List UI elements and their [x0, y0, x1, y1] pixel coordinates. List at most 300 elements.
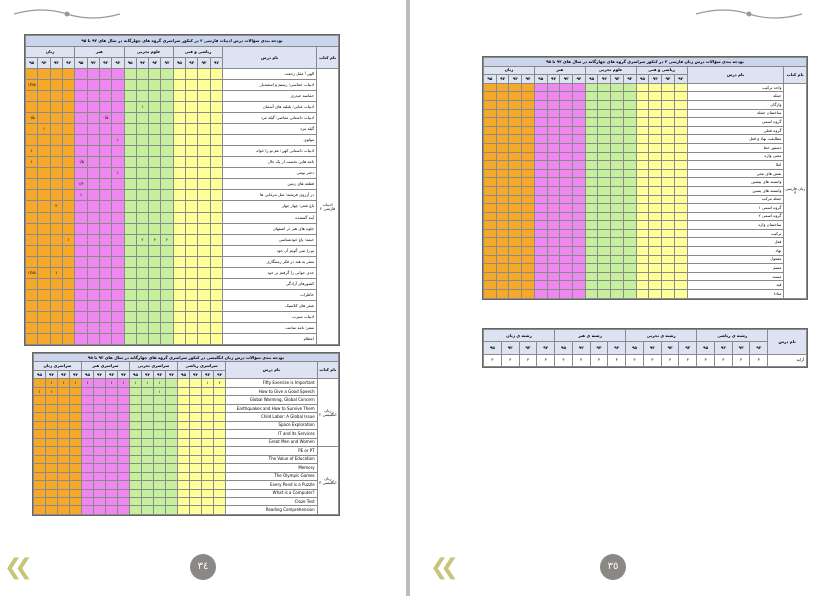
value-cell	[50, 179, 62, 190]
value-cell	[149, 135, 161, 146]
table-row	[34, 379, 339, 387]
value-cell	[136, 168, 148, 179]
value-cell	[34, 455, 46, 463]
value-cell	[46, 430, 58, 438]
value-cell	[94, 430, 106, 438]
table-row	[34, 497, 339, 505]
value-cell	[186, 146, 198, 157]
value-cell	[522, 83, 535, 92]
value-cell	[154, 438, 166, 446]
year-header: ۹۲	[674, 75, 687, 84]
value-cell	[623, 186, 636, 195]
value-cell	[38, 289, 50, 300]
table-row	[484, 186, 807, 195]
value-cell	[198, 289, 210, 300]
value-cell	[214, 430, 226, 438]
lesson-name: دستور خط	[687, 143, 784, 152]
value-cell	[210, 124, 223, 135]
value-cell	[202, 506, 214, 515]
value-cell	[573, 272, 586, 281]
value-cell	[26, 91, 38, 102]
table-row	[484, 281, 807, 290]
value-cell	[496, 83, 509, 92]
value-cell	[38, 179, 50, 190]
value-cell	[112, 190, 124, 201]
value-cell	[198, 245, 210, 256]
value-cell	[130, 447, 142, 455]
value-cell: ۳	[750, 354, 768, 366]
value-cell	[484, 255, 497, 264]
value-cell	[674, 83, 687, 92]
right-page	[410, 0, 816, 596]
value-cell	[136, 80, 148, 91]
table-row	[34, 464, 339, 472]
value-cell	[534, 118, 547, 127]
value-cell	[198, 190, 210, 201]
value-cell: ۳	[643, 354, 661, 366]
value-cell	[674, 169, 687, 178]
value-cell	[149, 157, 161, 168]
value-cell	[26, 333, 38, 344]
value-cell	[46, 438, 58, 446]
year-header: ۹۲	[70, 370, 82, 378]
value-cell	[547, 212, 560, 221]
value-cell	[573, 178, 586, 187]
value-cell	[50, 322, 62, 333]
value-cell	[161, 157, 173, 168]
value-cell	[186, 157, 198, 168]
page-number: ٣٥	[600, 554, 626, 580]
value-cell	[598, 92, 611, 101]
value-cell	[136, 91, 148, 102]
value-cell	[106, 464, 118, 472]
value-cell	[662, 178, 675, 187]
value-cell	[62, 190, 74, 201]
table-row	[484, 195, 807, 204]
chevron-nav-icon[interactable]: ❮❮	[430, 555, 451, 580]
table-row	[26, 333, 339, 344]
value-cell	[142, 387, 154, 395]
book-name: ادبیات فارسی ۲	[317, 69, 339, 345]
value-cell	[636, 135, 649, 144]
lesson-name: جدی جوانی را گرفتم بر خود	[223, 267, 317, 278]
value-cell	[26, 201, 38, 212]
value-cell	[649, 169, 662, 178]
value-cell	[585, 255, 598, 264]
lesson-name: جمله مرکب	[687, 195, 784, 204]
value-cell	[484, 221, 497, 230]
value-cell	[198, 80, 210, 91]
value-cell	[674, 186, 687, 195]
value-cell	[142, 497, 154, 505]
value-cell	[585, 238, 598, 247]
lesson-name: Reading Comprehension	[226, 506, 318, 515]
value-cell	[649, 135, 662, 144]
value-cell	[623, 238, 636, 247]
value-cell	[118, 430, 130, 438]
value-cell	[34, 489, 46, 497]
value-cell	[142, 455, 154, 463]
value-cell	[522, 152, 535, 161]
value-cell	[99, 278, 111, 289]
value-cell: ۳	[590, 354, 608, 366]
value-cell	[649, 178, 662, 187]
value-cell	[623, 212, 636, 221]
value-cell	[674, 281, 687, 290]
value-cell	[636, 178, 649, 187]
value-cell	[99, 311, 111, 322]
value-cell	[611, 212, 624, 221]
value-cell	[198, 102, 210, 113]
value-cell	[106, 481, 118, 489]
value-cell: ۱	[118, 379, 130, 387]
value-cell	[173, 333, 185, 344]
value-cell	[112, 267, 124, 278]
value-cell	[75, 223, 87, 234]
year-header: ۹۳	[149, 58, 161, 69]
value-cell	[573, 126, 586, 135]
value-cell	[674, 229, 687, 238]
value-cell	[547, 83, 560, 92]
value-cell	[649, 229, 662, 238]
value-cell	[161, 113, 173, 124]
value-cell	[112, 311, 124, 322]
value-cell	[46, 421, 58, 429]
lesson-name: Global Warming, Global Concern	[226, 396, 318, 404]
value-cell	[106, 396, 118, 404]
value-cell	[166, 447, 178, 455]
table-row	[26, 311, 339, 322]
lesson-name: نقش های تبعی	[687, 169, 784, 178]
value-cell	[214, 497, 226, 505]
table-row	[34, 438, 339, 446]
value-cell	[38, 146, 50, 157]
value-cell	[87, 245, 99, 256]
value-cell	[560, 221, 573, 230]
lesson-name: ادبیات حماسی؛ رستم و اسفندیار	[223, 80, 317, 91]
lesson-name: ادبیات داستانی معاصر؛ گیله مرد	[223, 113, 317, 124]
year-header: ۹۲	[62, 58, 74, 69]
value-cell	[522, 255, 535, 264]
value-cell	[34, 438, 46, 446]
table-row	[26, 91, 339, 102]
value-cell	[112, 234, 124, 245]
value-cell	[34, 472, 46, 480]
lesson-name: Child Labor: A Global Issue	[226, 413, 318, 421]
value-cell	[585, 186, 598, 195]
value-cell	[94, 413, 106, 421]
value-cell	[214, 413, 226, 421]
value-cell	[87, 311, 99, 322]
value-cell: ۳	[679, 354, 697, 366]
value-cell	[26, 135, 38, 146]
table-row	[26, 179, 339, 190]
value-cell	[585, 118, 598, 127]
value-cell	[560, 186, 573, 195]
value-cell	[26, 245, 38, 256]
value-cell	[560, 178, 573, 187]
value-cell	[484, 229, 497, 238]
value-cell	[573, 204, 586, 213]
value-cell	[58, 438, 70, 446]
value-cell	[50, 256, 62, 267]
value-cell	[178, 506, 190, 515]
value-cell	[149, 300, 161, 311]
value-cell: ۱	[34, 387, 46, 395]
value-cell	[166, 489, 178, 497]
value-cell	[662, 221, 675, 230]
table-row	[26, 322, 339, 333]
value-cell	[94, 455, 106, 463]
value-cell	[560, 272, 573, 281]
value-cell	[560, 109, 573, 118]
group-header: رشته ی تجربی	[626, 330, 697, 342]
year-header: ۹۳	[58, 370, 70, 378]
value-cell	[585, 135, 598, 144]
value-cell	[484, 161, 497, 170]
value-cell	[585, 247, 598, 256]
value-cell	[509, 135, 522, 144]
value-cell	[547, 109, 560, 118]
chevron-nav-icon[interactable]: ❮❮	[4, 555, 25, 580]
value-cell	[649, 126, 662, 135]
value-cell	[674, 92, 687, 101]
value-cell	[112, 278, 124, 289]
lesson-name: واحد ترکیب	[687, 83, 784, 92]
value-cell	[623, 83, 636, 92]
value-cell	[662, 161, 675, 170]
value-cell: ۱	[130, 379, 142, 387]
value-cell	[136, 179, 148, 190]
value-cell	[124, 333, 136, 344]
value-cell	[94, 464, 106, 472]
value-cell	[118, 387, 130, 395]
value-cell	[87, 91, 99, 102]
value-cell	[636, 92, 649, 101]
value-cell	[573, 100, 586, 109]
value-cell	[26, 278, 38, 289]
lesson-name: مطابقت نهاد و فعل	[687, 135, 784, 144]
value-cell	[662, 195, 675, 204]
value-cell	[598, 109, 611, 118]
value-cell	[598, 212, 611, 221]
value-cell	[149, 102, 161, 113]
value-cell	[190, 438, 202, 446]
value-cell	[534, 152, 547, 161]
value-cell	[496, 186, 509, 195]
value-cell	[58, 455, 70, 463]
value-cell	[534, 143, 547, 152]
lesson-name: Every Pond is a Puzzle	[226, 481, 318, 489]
group-header: رشته ی زبان	[484, 330, 555, 342]
table-row	[34, 455, 339, 463]
value-cell	[547, 186, 560, 195]
value-cell	[130, 396, 142, 404]
value-cell	[46, 481, 58, 489]
value-cell	[149, 245, 161, 256]
value-cell	[112, 124, 124, 135]
lesson-name: گیله مرد	[223, 124, 317, 135]
value-cell	[623, 143, 636, 152]
lesson-name: سفر؛ نامه ساعت	[223, 322, 317, 333]
value-cell	[585, 109, 598, 118]
value-cell	[118, 421, 130, 429]
value-cell	[522, 118, 535, 127]
value-cell	[534, 264, 547, 273]
lesson-name: واژگان	[687, 100, 784, 109]
value-cell	[112, 333, 124, 344]
value-cell	[70, 464, 82, 472]
value-cell	[161, 124, 173, 135]
value-cell	[142, 413, 154, 421]
value-cell	[611, 264, 624, 273]
table-title: بودجه بندی سؤالات درس زبان انگلیسی در کنکور سراسری گروه های چهارگانه در سال های ۹۲ تا ۹۵	[34, 354, 339, 362]
value-cell	[94, 506, 106, 515]
value-cell	[99, 289, 111, 300]
value-cell	[496, 247, 509, 256]
value-cell	[522, 229, 535, 238]
value-cell	[50, 245, 62, 256]
value-cell	[173, 300, 185, 311]
value-cell	[38, 80, 50, 91]
value-cell	[636, 126, 649, 135]
value-cell	[210, 289, 223, 300]
value-cell	[94, 497, 106, 505]
value-cell	[62, 300, 74, 311]
lesson-name: ادبیات سیرت	[223, 311, 317, 322]
value-cell	[124, 157, 136, 168]
value-cell	[154, 430, 166, 438]
value-cell	[118, 464, 130, 472]
value-cell	[186, 201, 198, 212]
value-cell	[112, 212, 124, 223]
value-cell	[124, 146, 136, 157]
table-row	[34, 396, 339, 404]
value-cell	[649, 247, 662, 256]
lesson-name: Great Men and Women	[226, 438, 318, 446]
value-cell	[124, 102, 136, 113]
value-cell	[534, 83, 547, 92]
value-cell	[130, 464, 142, 472]
value-cell	[623, 221, 636, 230]
value-cell	[662, 135, 675, 144]
value-cell	[173, 157, 185, 168]
lesson-name: مسند	[687, 272, 784, 281]
value-cell: ۱	[112, 168, 124, 179]
lesson-name: وابسته های پسین	[687, 186, 784, 195]
value-cell	[484, 135, 497, 144]
table-row	[34, 472, 339, 480]
value-cell	[70, 489, 82, 497]
value-cell	[142, 404, 154, 412]
value-cell	[173, 278, 185, 289]
value-cell	[186, 267, 198, 278]
value-cell	[62, 245, 74, 256]
value-cell	[662, 126, 675, 135]
value-cell	[75, 333, 87, 344]
value-cell	[149, 201, 161, 212]
value-cell	[573, 247, 586, 256]
value-cell	[130, 387, 142, 395]
value-cell	[573, 264, 586, 273]
year-header: ۹۳	[661, 342, 679, 354]
value-cell	[82, 506, 94, 515]
value-cell	[611, 272, 624, 281]
value-cell	[26, 311, 38, 322]
value-cell	[173, 311, 185, 322]
value-cell	[186, 333, 198, 344]
value-cell	[124, 278, 136, 289]
value-cell	[136, 135, 148, 146]
value-cell	[210, 278, 223, 289]
value-cell	[674, 152, 687, 161]
value-cell	[534, 204, 547, 213]
lesson-name: The Olympic Games	[226, 472, 318, 480]
value-cell	[161, 333, 173, 344]
value-cell	[560, 281, 573, 290]
value-cell	[124, 245, 136, 256]
value-cell	[198, 179, 210, 190]
value-cell	[118, 404, 130, 412]
value-cell: ۱	[46, 379, 58, 387]
value-cell	[636, 109, 649, 118]
table-row	[484, 83, 807, 92]
value-cell	[214, 506, 226, 515]
value-cell	[560, 290, 573, 299]
value-cell	[585, 221, 598, 230]
value-cell	[87, 322, 99, 333]
value-cell	[178, 472, 190, 480]
value-cell	[496, 264, 509, 273]
value-cell	[82, 430, 94, 438]
value-cell	[46, 455, 58, 463]
value-cell	[26, 69, 38, 80]
value-cell	[94, 489, 106, 497]
value-cell	[210, 146, 223, 157]
value-cell	[186, 256, 198, 267]
value-cell	[186, 322, 198, 333]
lesson-header: نام درس	[687, 66, 784, 83]
value-cell	[636, 255, 649, 264]
value-cell	[674, 143, 687, 152]
value-cell	[62, 322, 74, 333]
value-cell	[186, 91, 198, 102]
value-cell	[75, 278, 87, 289]
value-cell	[46, 404, 58, 412]
value-cell	[623, 204, 636, 213]
value-cell	[166, 421, 178, 429]
value-cell	[173, 256, 185, 267]
value-cell	[573, 169, 586, 178]
value-cell	[75, 146, 87, 157]
value-cell	[210, 168, 223, 179]
value-cell	[484, 186, 497, 195]
value-cell	[75, 80, 87, 91]
value-cell	[166, 472, 178, 480]
value-cell	[46, 497, 58, 505]
value-cell	[87, 300, 99, 311]
value-cell	[210, 190, 223, 201]
value-cell	[202, 430, 214, 438]
year-header: ۹۳	[509, 75, 522, 84]
value-cell	[106, 413, 118, 421]
value-cell	[50, 124, 62, 135]
value-cell	[214, 481, 226, 489]
value-cell	[522, 238, 535, 247]
lesson-name: Memory	[226, 464, 318, 472]
value-cell	[136, 245, 148, 256]
value-cell	[496, 109, 509, 118]
